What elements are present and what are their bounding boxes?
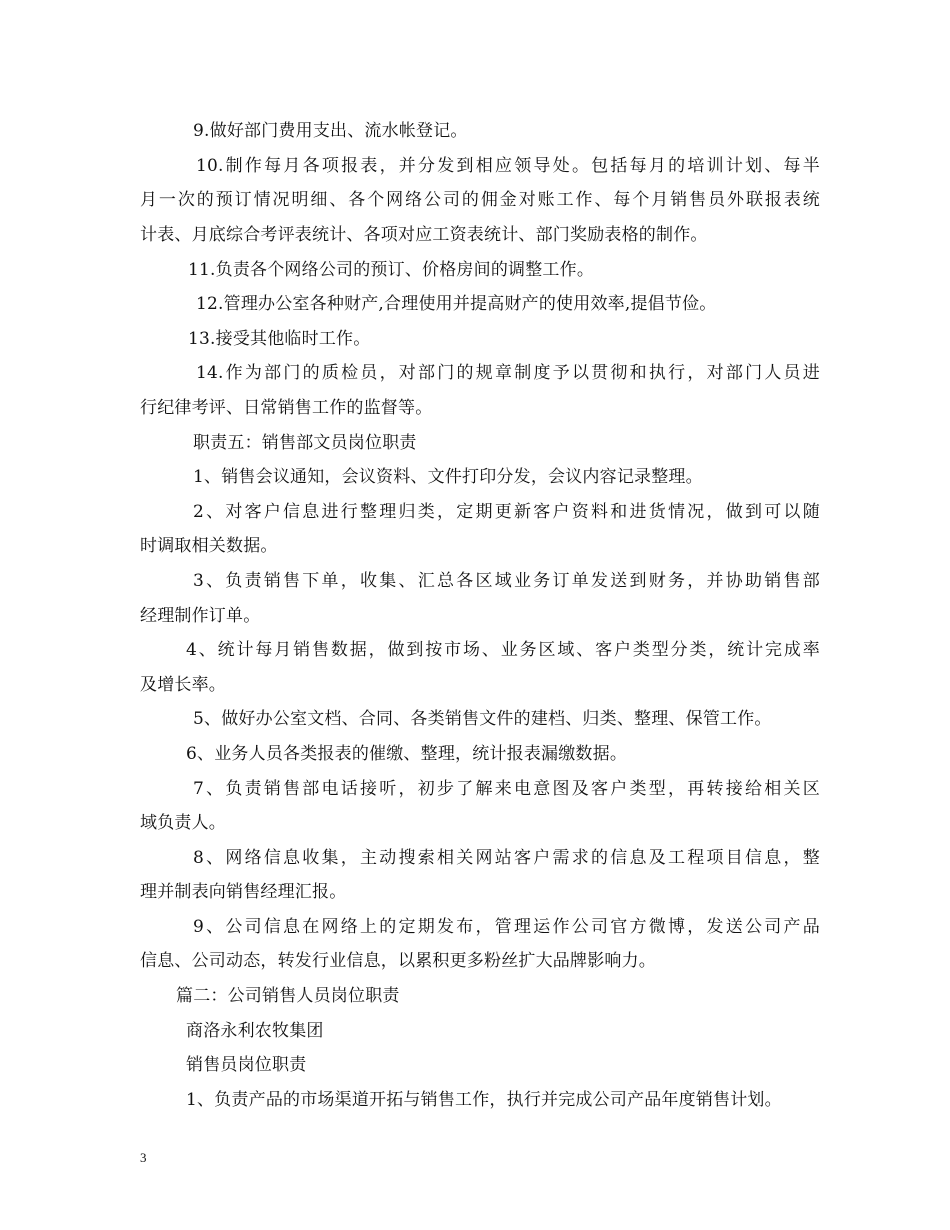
text-line: 1、销售会议通知，会议资料、文件打印分发，会议内容记录整理。 (193, 467, 703, 487)
text-line: 经理制作订单。 (140, 606, 261, 626)
text-line: 3、负责销售下单，收集、汇总各区域业务订单发送到财务，并协助销售部 (193, 571, 820, 591)
text-line: 域负责人。 (140, 813, 226, 833)
text-line: 11.负责各个网络公司的预订、价格房间的调整工作。 (188, 260, 595, 280)
text-line: 10.制作每月各项报表，并分发到相应领导处。包括每月的培训计划、每半 (196, 156, 820, 176)
text-line: 6、业务人员各类报表的催缴、整理，统计报表漏缴数据。 (186, 744, 628, 764)
page-number: 3 (140, 1150, 147, 1165)
text-line: 计表、月底综合考评表统计、各项对应工资表统计、部门奖励表格的制作。 (140, 225, 708, 245)
text-line: 及增长率。 (140, 675, 226, 695)
text-line: 13.接受其他临时工作。 (188, 329, 371, 349)
text-line: 14.作为部门的质检员，对部门的规章制度予以贯彻和执行，对部门人员进 (196, 363, 820, 383)
text-line: 1、负责产品的市场渠道开拓与销售工作，执行并完成公司产品年度销售计划。 (186, 1090, 782, 1110)
text-line: 2、对客户信息进行整理归类，定期更新客户资料和进货情况，做到可以随 (193, 502, 820, 522)
text-line: 月一次的预订情况明细、各个网络公司的佣金对账工作、每个月销售员外联报表统 (140, 190, 820, 210)
text-line: 9.做好部门费用支出、流水帐登记。 (193, 121, 468, 141)
text-line: 理并制表向销售经理汇报。 (140, 882, 347, 902)
text-line: 行纪律考评、日常销售工作的监督等。 (140, 398, 433, 418)
text-line: 5、做好办公室文档、合同、各类销售文件的建档、归类、整理、保管工作。 (193, 709, 772, 729)
section-heading: 篇二：公司销售人员岗位职责 (176, 986, 400, 1006)
text-line: 7、负责销售部电话接听，初步了解来电意图及客户类型，再转接给相关区 (193, 779, 820, 799)
section-heading: 销售员岗位职责 (186, 1055, 307, 1075)
text-line: 信息、公司动态，转发行业信息，以累积更多粉丝扩大品牌影响力。 (140, 951, 656, 971)
text-line: 9、公司信息在网络上的定期发布，管理运作公司官方微博，发送公司产品 (193, 917, 820, 937)
text-line: 12.管理办公室各种财产,合理使用并提高财产的使用效率,提倡节俭。 (196, 294, 717, 314)
text-line: 时调取相关数据。 (140, 536, 278, 556)
text-line: 8、网络信息收集，主动搜索相关网站客户需求的信息及工程项目信息，整 (193, 848, 820, 868)
section-heading: 职责五：销售部文员岗位职责 (193, 433, 417, 453)
text-line: 4、统计每月销售数据，做到按市场、业务区域、客户类型分类，统计完成率 (186, 640, 820, 660)
organization-name: 商洛永利农牧集团 (186, 1021, 324, 1041)
